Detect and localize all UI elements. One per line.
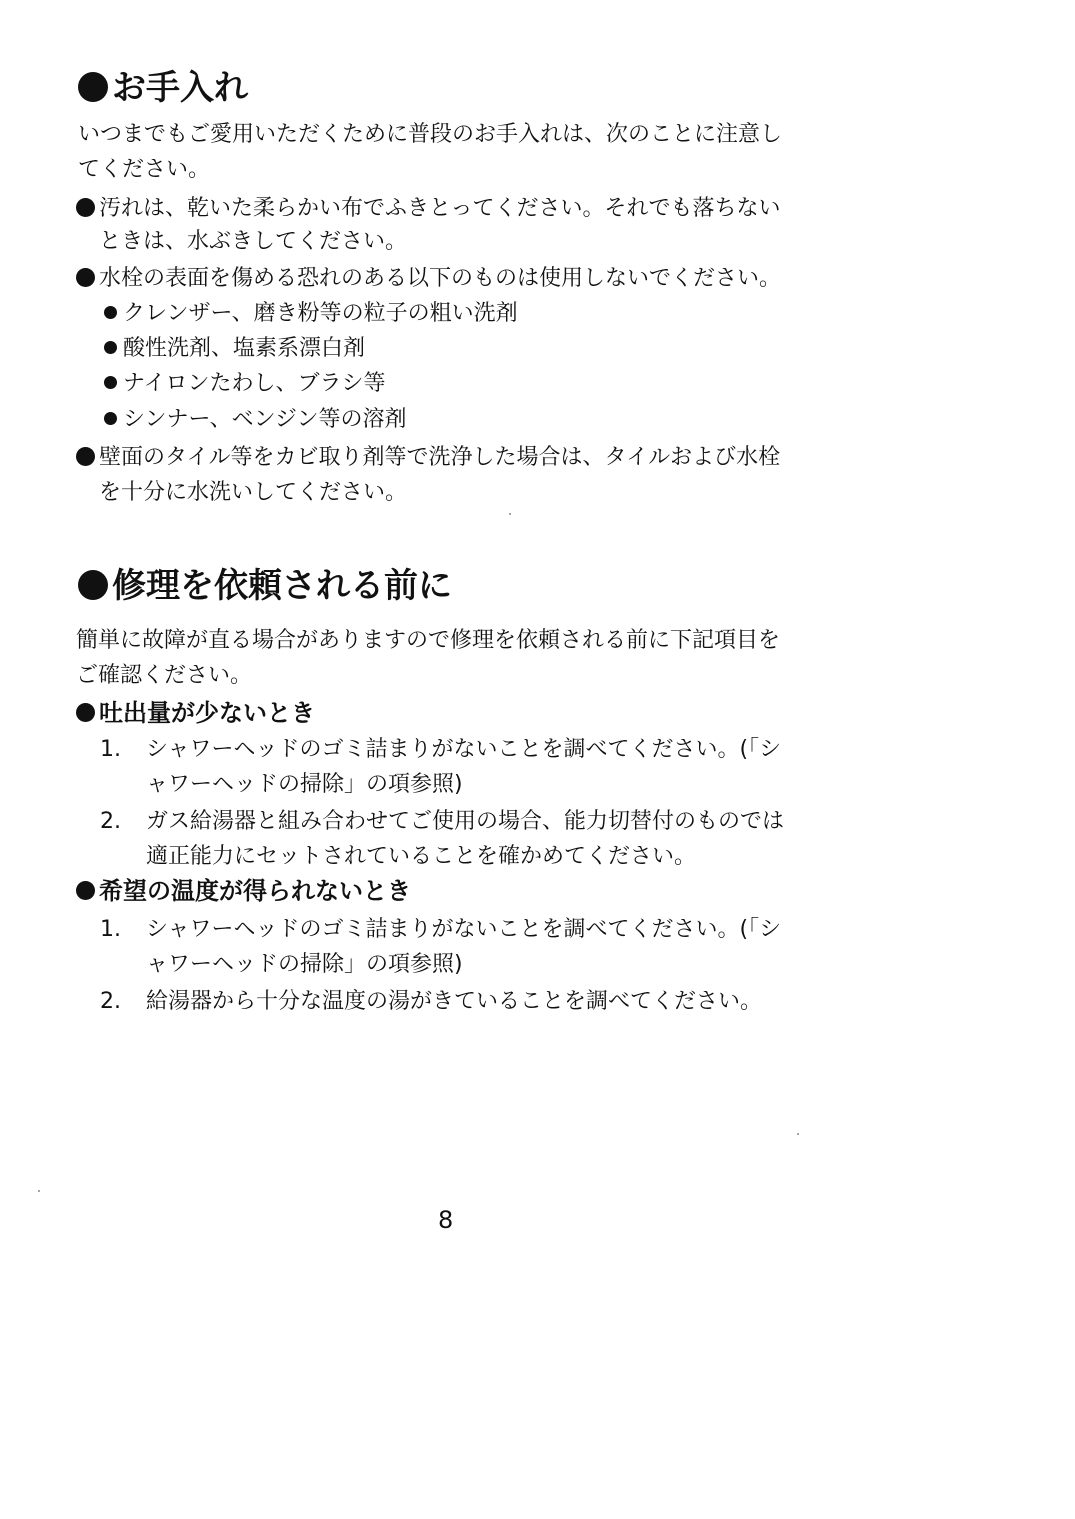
repair-intro-line-1: 簡単に故障が直る場合がありますので修理を依頼される前に下記項目を <box>76 628 781 653</box>
care-sub-item: 酸性洗剤、塩素系漂白剤 <box>104 332 365 366</box>
low-flow-step-2-line-2: 適正能力にセットされていることを確かめてください。 <box>146 844 697 869</box>
temperature-step-2-line-1: 2. 給湯器から十分な温度の湯がきていることを調べてください。 <box>100 989 763 1014</box>
care-item-1-line-2: ときは、水ぶきしてください。 <box>99 229 408 254</box>
care-intro-line-1: いつまでもご愛用いただくために普段のお手入れは、次のことに注意し <box>78 122 783 147</box>
bullet-icon <box>104 412 117 425</box>
temperature-heading: 希望の温度が得られないとき <box>76 874 411 908</box>
bullet-icon <box>104 341 117 354</box>
low-flow-step-1-line-2: ャワーヘッドの掃除」の項参照) <box>146 772 463 797</box>
temperature-step-1-line-2: ャワーヘッドの掃除」の項参照) <box>146 952 463 977</box>
scan-speck <box>509 513 511 515</box>
low-flow-step-1-line-1: 1. シャワーヘッドのゴミ詰まりがないことを調べてください。(「シ <box>100 737 782 762</box>
bullet-icon <box>76 198 95 217</box>
care-sub-item: ナイロンたわし、ブラシ等 <box>104 367 385 401</box>
bullet-icon <box>76 881 95 900</box>
scan-speck <box>797 1133 799 1135</box>
bullet-icon <box>78 570 108 600</box>
bullet-icon <box>76 703 95 722</box>
low-flow-step-2-line-1: 2. ガス給湯器と組み合わせてご使用の場合、能力切替付のものでは <box>100 809 785 834</box>
scan-speck <box>38 1190 40 1192</box>
bullet-icon <box>76 268 95 287</box>
repair-intro-line-2: ご確認ください。 <box>76 663 253 688</box>
low-flow-heading: 吐出量が少ないとき <box>76 696 315 730</box>
care-item-2: 水栓の表面を傷める恐れのある以下のものは使用しないでください。 <box>76 262 781 296</box>
care-section-title: お手入れ <box>78 68 248 108</box>
care-item-3-line-2: を十分に水洗いしてください。 <box>99 480 408 505</box>
care-sub-item: クレンザー、磨き粉等の粒子の粗い洗剤 <box>104 297 518 331</box>
bullet-icon <box>78 72 108 102</box>
temperature-step-1-line-1: 1. シャワーヘッドのゴミ詰まりがないことを調べてください。(「シ <box>100 917 782 942</box>
repair-section-title: 修理を依頼される前に <box>78 566 452 606</box>
bullet-icon <box>76 447 95 466</box>
care-intro-line-2: てください。 <box>78 157 211 182</box>
bullet-icon <box>104 376 117 389</box>
care-item-1-line-1: 汚れは、乾いた柔らかい布でふきとってください。それでも落ちない <box>76 192 781 226</box>
page-number: 8 <box>438 1206 454 1234</box>
care-sub-item: シンナー、ベンジン等の溶剤 <box>104 403 406 437</box>
bullet-icon <box>104 306 117 319</box>
care-item-3-line-1: 壁面のタイル等をカビ取り剤等で洗浄した場合は、タイルおよび水栓 <box>76 441 780 475</box>
